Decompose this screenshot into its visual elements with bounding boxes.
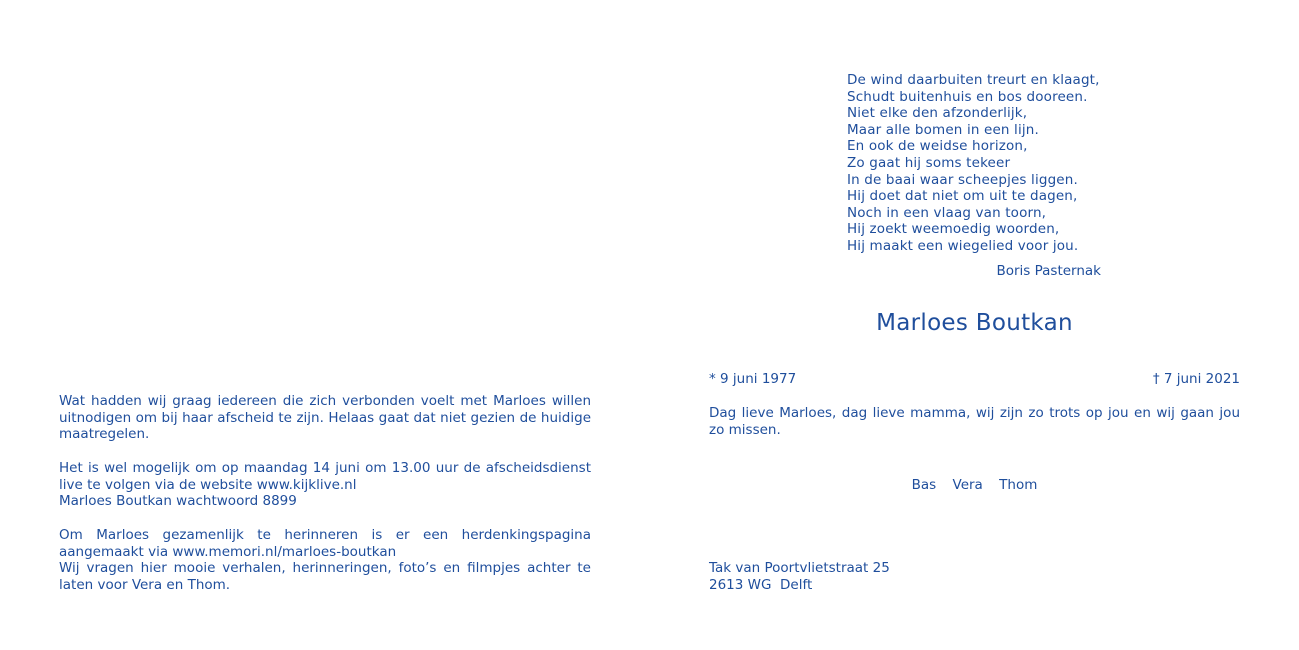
farewell-line: Dag lieve Marloes, dag lieve mamma, wij zijn zo trots op jou en wij gaan jou xyxy=(709,405,1240,421)
address-street: Tak van Poortvlietstraat 25 xyxy=(709,560,890,576)
poem-line: Noch in een vlaag van toorn, xyxy=(847,204,1047,221)
birth-date: * 9 juni 1977 xyxy=(709,371,797,387)
poem-line: En ook de weidse horizon, xyxy=(847,138,1028,155)
farewell-message xyxy=(709,405,1240,438)
paragraph-line: Marloes Boutkan wachtwoord 8899 xyxy=(59,493,297,510)
poem-line: Zo gaat hij soms tekeer xyxy=(847,154,1011,171)
poem-line: Hij zoekt weemoedig woorden, xyxy=(847,221,1060,238)
family-member: Thom xyxy=(999,477,1038,493)
paragraph-line: Het is wel mogelijk om op maandag 14 juni om 13.00 uur de afscheidsdienst xyxy=(59,460,591,476)
poem-author: Boris Pasternak xyxy=(996,263,1101,279)
family-names xyxy=(709,477,1240,493)
address-city: 2613 WG Delft xyxy=(709,576,813,593)
poem-line: Maar alle bomen in een lijn. xyxy=(847,121,1039,138)
poem-line: In de baai waar scheepjes liggen. xyxy=(847,171,1078,188)
family-member: Vera xyxy=(952,477,983,493)
invitation-paragraph xyxy=(59,393,591,443)
poem xyxy=(847,72,1100,255)
farewell-line: zo missen. xyxy=(709,421,781,438)
paragraph-line: Wat hadden wij graag iedereen die zich verbonden voelt met Marloes willen xyxy=(59,393,591,409)
poem-line: Hij maakt een wiegelied voor jou. xyxy=(847,237,1079,254)
poem-line: Schudt buitenhuis en bos dooreen. xyxy=(847,88,1088,105)
memorial-page-paragraph xyxy=(59,527,591,593)
paragraph-line: Wij vragen hier mooie verhalen, herinneringen, foto’s en filmpjes achter te xyxy=(59,560,591,577)
poem-line: De wind daarbuiten treurt en klaagt, xyxy=(847,72,1100,88)
paragraph-line: laten voor Vera en Thom. xyxy=(59,576,231,593)
death-date: † 7 juni 2021 xyxy=(1152,371,1240,387)
livestream-paragraph xyxy=(59,460,591,510)
deceased-name: Marloes Boutkan xyxy=(876,310,1073,336)
family-member: Bas xyxy=(911,477,937,493)
paragraph-line: maatregelen. xyxy=(59,426,150,443)
poem-line: Niet elke den afzonderlijk, xyxy=(847,105,1028,122)
address xyxy=(709,560,890,594)
paragraph-line: Om Marloes gezamenlijk te herinneren is er een herdenkingspagina xyxy=(59,527,591,543)
paragraph-line: uitnodigen om bij haar afscheid te zijn. Helaas gaat dat niet gezien de huidige xyxy=(59,409,591,426)
paragraph-line: aangemaakt via www.memori.nl/marloes-boutkan xyxy=(59,543,397,560)
paragraph-line: live te volgen via de website www.kijklive.nl xyxy=(59,476,357,493)
poem-line: Hij doet dat niet om uit te dagen, xyxy=(847,188,1078,205)
